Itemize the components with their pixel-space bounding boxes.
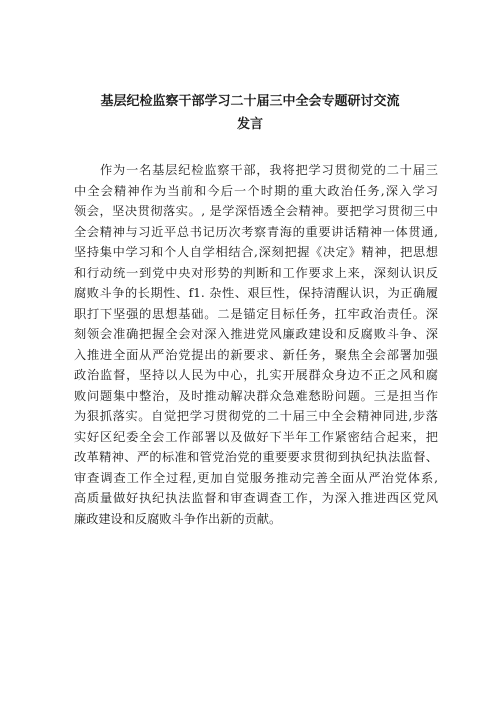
body-line: 坚持集中学习和个人自学相结合,深刻把握《决定》精神，把思想	[74, 245, 438, 259]
body-line: 刻领会准确把握全会对深入推进党风廉政建设和反腐败斗争、深	[74, 327, 438, 341]
body-line: 领会，坚决贯彻落实。, 是学深悟透全会精神。要把学习贯彻三中	[74, 204, 438, 218]
body-line: 审查调查工作全过程,更加自觉服务推动完善全面从严治党体系,	[74, 470, 438, 485]
body-line: 廉政建设和反腐败斗争作出新的贡献。	[74, 511, 282, 526]
body-line: 政治监督，坚持以人民为中心，扎实开展群众身边不正之风和腐	[74, 368, 438, 382]
body-line: 中全会精神作为当前和今后一个时期的重大政治任务,深入学习	[74, 183, 438, 198]
body-line: 为狠抓落实。自觉把学习贯彻党的二十届三中全会精神同进,步落	[74, 409, 438, 423]
body-line: 全会精神与习近平总书记历次考察青海的重要讲话精神一体贯通,	[74, 224, 438, 239]
body-line: 败问题集中整治，及时推动解决群众急难愁盼问题。三是担当作	[74, 388, 438, 403]
body-line: 和行动统一到党中央对形势的判断和工作要求上来，深刻认识反	[74, 265, 438, 280]
body-line: 作为一名基层纪检监察干部，我将把学习贯彻党的二十届三	[100, 163, 438, 177]
body-line: 入推进全面从严治党提出的新要求、新任务，聚焦全会部署加强	[74, 347, 438, 362]
body-line: 职打下坚强的思想基础。二是锚定目标任务，扛牢政治责任。深	[74, 306, 438, 321]
document-title-continued: 发言	[236, 117, 263, 132]
document-title: 基层纪检监察干部学习二十届三中全会专题研讨交流	[100, 94, 400, 109]
body-line: 改革精神、严的标准和管党治党的重要要求贯彻到执纪执法监督、	[74, 450, 438, 464]
body-line: 高质量做好执纪执法监督和审查调查工作，为深入推进西区党风	[74, 491, 438, 505]
document-body	[74, 160, 438, 529]
body-line: 腐败斗争的长期性、f1. 杂性、艰巨性，保持清醒认识，为正确履	[74, 286, 438, 300]
body-line: 实好区纪委全会工作部署以及做好下半年工作紧密结合起来，把	[74, 429, 438, 444]
